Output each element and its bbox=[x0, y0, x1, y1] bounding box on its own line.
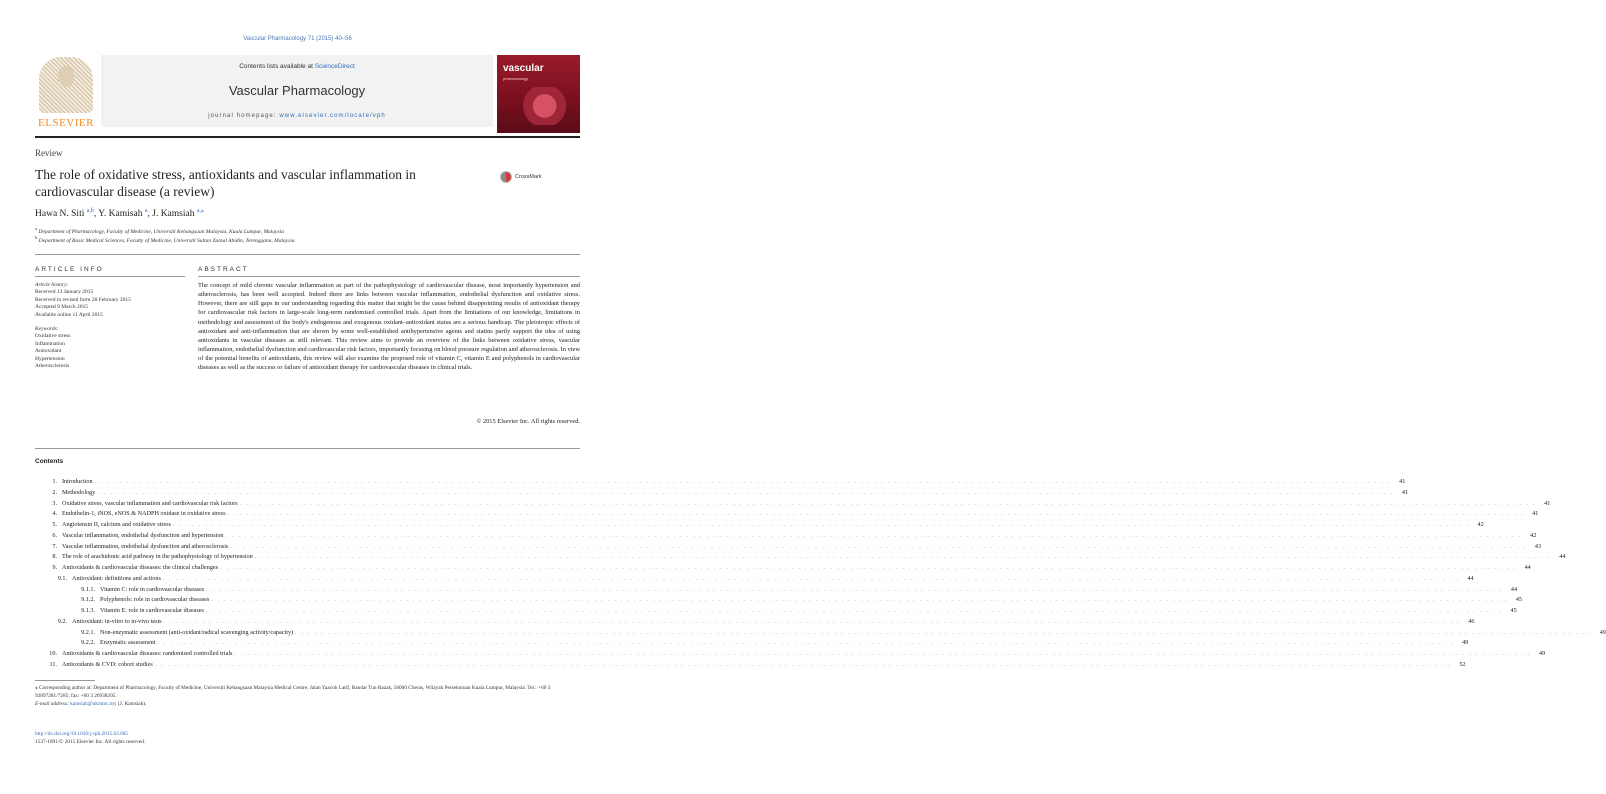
email-suffix: (J. Kamsiah). bbox=[117, 701, 147, 707]
article-info-heading: ARTICLE INFO bbox=[35, 266, 104, 273]
cover-title: vascular bbox=[503, 63, 544, 74]
crossmark-button[interactable] bbox=[500, 171, 542, 183]
author[interactable]: Hawa N. Siti $^{a,b}$ bbox=[35, 208, 94, 220]
toc-entry[interactable] bbox=[35, 595, 1523, 606]
toc-leader: . . . . . . . . . . . . . . . . . . . . . . . . . . . . . . . . . . . . . . . . . . . . . . . . . . . . . . . . . . . . . . . . . . . . . . . . . . . . . . . . . . . . . . . . . . . . . . . . . . . . . . . . . . . . . . . . . . . . . . . . . . . . . . . . . . . . . . . . . . . . . . . . . . . . . . . . . . . . . . . . . . . . . . . . . . . . . . . . . . . . . . . . . . . . . . . . . . . . . . . . bbox=[157, 641, 1455, 647]
toc-title: Vitamin C: role in cardiovascular diseases bbox=[100, 585, 205, 593]
toc-page-number: 43 bbox=[1534, 542, 1542, 550]
footnote-text: Corresponding author at: Department of Pharmacology, Faculty of Medicine, Universiti Kebangsaan Malaysia Medical Centre, Jalan Yaacob Latif, Bandar Tun Razak, 56000 Cheras, Wilayah Persekutuan Kuala Lumpur, Malaysia. Tel.: +60 3 92897281/7285; fax: +60 3 26938205. bbox=[35, 685, 551, 699]
toc-entry[interactable] bbox=[35, 606, 1517, 617]
article-info-rule bbox=[35, 276, 185, 277]
contents-available-line: Contents lists available at ScienceDirect bbox=[239, 63, 355, 70]
toc-number: 9.1.1. bbox=[81, 585, 95, 593]
toc-title: Antioxidants & CVD: cohort studies bbox=[62, 660, 153, 668]
toc-leader: . . . . . . . . . . . . . . . . . . . . . . . . . . . . . . . . . . . . . . . . . . . . . . . . . . . . . . . . . . . . . . . . . . . . . . . . . . . . . . . . . . . . . . . . . . . . . . . . . . . . . . . . . . . . . . . . . . . . . . . . . . . . . . . . . . . . . . . . . . . . . . . . . . . . . . . . . . . . . . . . . . . . . . . . . . . . . . . . . . . . . . . . . . . . . . . . . . . . . . . . bbox=[205, 609, 1503, 614]
table-of-contents bbox=[35, 477, 1606, 671]
keyword: Inflammation bbox=[35, 340, 65, 347]
toc-title: Polyphenols: role in cardiovascular diseases bbox=[100, 596, 210, 604]
history-item: Received 13 January 2015 bbox=[35, 289, 94, 296]
toc-number: 2. bbox=[52, 488, 57, 496]
toc-number: 8. bbox=[52, 553, 57, 561]
toc-leader: . . . . . . . . . . . . . . . . . . . . . . . . . . . . . . . . . . . . . . . . . . . . . . . . . . . . . . . . . . . . . . . . . . . . . . . . . . . . . . . . . . . . . . . . . . . . . . . . . . . . . . . . . . . . . . . . . . . . . . . . . . . . . . . . . . . . . . . . . . . . . . . . . . . . . . . . . . . . . . . . . . . . . . . . . . . . . . . . . . . . . . . . . . . . . . . . . . . . . . . . bbox=[94, 480, 1392, 485]
affiliation: $^b$ Department of Basic Medical Sciences, Faculty of Medicine, Universiti Sultan Zainal Abidin, Terengganu, Malaysia bbox=[35, 235, 295, 244]
toc-leader: . . . . . . . . . . . . . . . . . . . . . . . . . . . . . . . . . . . . . . . . . . . . . . . . . . . . . . . . . . . . . . . . . . . . . . . . . . . . . . . . . . . . . . . . . . . . . . . . . . . . . . . . . . . . . . . . . . . . . . . . . . . . . . . . . . . . . . . . . . . . . . . . . . . . . . . . . . . . . . . . . . . . . . . . . . . . . . . . . . . . . . . . . . . . . . . . . . . . . . . . bbox=[211, 598, 1509, 604]
affiliation: $^a$ Department of Pharmacology, Faculty of Medicine, Universiti Kebangsaan Malaysia, Kuala Lumpur, Malaysia bbox=[35, 226, 284, 235]
toc-title: Antioxidants & cardiovascular diseases: the clinical challenges bbox=[62, 564, 219, 571]
toc-number: 9.2.2. bbox=[81, 639, 95, 647]
toc-title: Methodology bbox=[62, 488, 96, 496]
toc-title: Angiotensin II, calcium and oxidative stress bbox=[62, 521, 171, 528]
toc-number: 7. bbox=[52, 542, 57, 550]
toc-title: The role of arachidonic acid pathway in the pathophysiology of hypertension bbox=[62, 553, 253, 561]
corresponding-author-footnote bbox=[35, 684, 580, 708]
toc-number: 11. bbox=[49, 660, 57, 668]
toc-entry[interactable] bbox=[35, 499, 1551, 510]
email-label: E-mail address: bbox=[35, 701, 69, 707]
toc-page-number: 45 bbox=[1515, 596, 1523, 604]
keywords-label: Keywords: bbox=[35, 326, 59, 333]
keyword: Antioxidant bbox=[35, 348, 62, 355]
history-item: Accepted 9 March 2015 bbox=[35, 304, 88, 311]
elsevier-wordmark: ELSEVIER bbox=[38, 117, 94, 129]
elsevier-logo[interactable] bbox=[35, 55, 97, 131]
author[interactable]: Y. Kamisah $^a$ bbox=[98, 208, 148, 220]
author-list: Hawa N. Siti $^{a,b}$, Y. Kamisah $^a$, J. Kamsiah $^{a,⁎}$ bbox=[35, 208, 205, 220]
toc-title: Antioxidants & cardiovascular diseases: randomised controlled trials bbox=[62, 650, 233, 657]
toc-title: Enzymatic assessment bbox=[100, 639, 156, 647]
toc-page-number: 42 bbox=[1477, 521, 1484, 528]
article-title: The role of oxidative stress, antioxidants and vascular inflammation in cardiovascular disease (a review) bbox=[35, 167, 416, 199]
journal-header bbox=[35, 55, 580, 133]
toc-entry[interactable] bbox=[35, 585, 1518, 596]
toc-entry[interactable] bbox=[35, 542, 1542, 553]
history-label: Article history: bbox=[35, 282, 69, 288]
toc-number: 9.1.2. bbox=[81, 596, 95, 604]
toc-page-number: 41 bbox=[1399, 478, 1406, 485]
toc-leader: . . . . . . . . . . . . . . . . . . . . . . . . . . . . . . . . . . . . . . . . . . . . . . . . . . . . . . . . . . . . . . . . . . . . . . . . . . . . . . . . . . . . . . . . . . . . . . . . . . . . . . . . . . . . . . . . . . . . . . . . . . . . . . . . . . . . . . . . . . . . . . . . . . . . . . . . . . . . . . . . . . . . . . . . . . . . . . . . . . . . . . . . . . . . . . . . . . . . . . . . bbox=[172, 523, 1470, 528]
contents-heading: Contents bbox=[35, 458, 64, 465]
keyword: Oxidative stress bbox=[35, 333, 71, 340]
contents-divider bbox=[35, 448, 580, 449]
toc-number: 6. bbox=[52, 531, 57, 539]
toc-entry[interactable] bbox=[35, 552, 1566, 563]
homepage-link[interactable]: www.elsevier.com/locate/vph bbox=[279, 113, 386, 119]
toc-number: 9.1. bbox=[57, 574, 67, 582]
toc-number: 4. bbox=[52, 510, 57, 518]
author[interactable]: J. Kamsiah $^{a,⁎}$ bbox=[152, 208, 205, 220]
toc-number: 9.1.3. bbox=[81, 607, 95, 614]
toc-leader: . . . . . . . . . . . . . . . . . . . . . . . . . . . . . . . . . . . . . . . . . . . . . . . . . . . . . . . . . . . . . . . . . . . . . . . . . . . . . . . . . . . . . . . . . . . . . . . . . . . . . . . . . . . . . . . . . . . . . . . . . . . . . . . . . . . . . . . . . . . . . . . . . . . . . . . . . . . . . . . . . . . . . . . . . . . . . . . . . . . . . . . . . . . . . . . . . . . . . . . . bbox=[295, 630, 1592, 636]
toc-leader: . . . . . . . . . . . . . . . . . . . . . . . . . . . . . . . . . . . . . . . . . . . . . . . . . . . . . . . . . . . . . . . . . . . . . . . . . . . . . . . . . . . . . . . . . . . . . . . . . . . . . . . . . . . . . . . . . . . . . . . . . . . . . . . . . . . . . . . . . . . . . . . . . . . . . . . . . . . . . . . . . . . . . . . . . . . . . . . . . . . . . . . . . . . . . . . . . . . . . . . . bbox=[206, 587, 1504, 593]
toc-page-number: 49 bbox=[1462, 639, 1469, 647]
toc-entry[interactable] bbox=[35, 488, 1409, 499]
toc-page-number: 49 bbox=[1599, 628, 1606, 636]
toc-page-number: 44 bbox=[1510, 585, 1518, 593]
elsevier-tree-icon bbox=[39, 57, 93, 113]
toc-entry[interactable] bbox=[35, 509, 1539, 520]
toc-page-number: 44 bbox=[1524, 564, 1531, 571]
cover-artwork bbox=[511, 87, 567, 125]
toc-entry[interactable] bbox=[35, 563, 1531, 574]
toc-title: Introduction bbox=[62, 478, 93, 485]
toc-entry[interactable] bbox=[35, 649, 1546, 660]
toc-entry[interactable] bbox=[35, 477, 1406, 488]
toc-number: 9.2. bbox=[57, 617, 67, 625]
doi-block bbox=[35, 730, 145, 746]
history-item: Received in revised form 28 February 2015 bbox=[35, 296, 131, 303]
toc-page-number: 49 bbox=[1539, 650, 1546, 657]
article-type: Review bbox=[35, 148, 63, 158]
toc-page-number: 41 bbox=[1401, 488, 1409, 496]
cover-subtitle: pharmacology bbox=[503, 76, 529, 81]
toc-leader: . . . . . . . . . . . . . . . . . . . . . . . . . . . . . . . . . . . . . . . . . . . . . . . . . . . . . . . . . . . . . . . . . . . . . . . . . . . . . . . . . . . . . . . . . . . . . . . . . . . . . . . . . . . . . . . . . . . . . . . . . . . . . . . . . . . . . . . . . . . . . . . . . . . . . . . . . . . . . . . . . . . . . . . . . . . . . . . . . . . . . . . . . . . . . . . . . . . . . . . . bbox=[97, 490, 1395, 496]
footnote-marker: ⁎ bbox=[35, 685, 38, 691]
toc-leader: . . . . . . . . . . . . . . . . . . . . . . . . . . . . . . . . . . . . . . . . . . . . . . . . . . . . . . . . . . . . . . . . . . . . . . . . . . . . . . . . . . . . . . . . . . . . . . . . . . . . . . . . . . . . . . . . . . . . . . . . . . . . . . . . . . . . . . . . . . . . . . . . . . . . . . . . . . . . . . . . . . . . . . . . . . . . . . . . . . . . . . . . . . . . . . . . . . . . . . . . bbox=[154, 662, 1452, 668]
journal-homepage: journal homepage: www.elsevier.com/locate/vph bbox=[208, 113, 386, 119]
toc-leader: . . . . . . . . . . . . . . . . . . . . . . . . . . . . . . . . . . . . . . . . . . . . . . . . . . . . . . . . . . . . . . . . . . . . . . . . . . . . . . . . . . . . . . . . . . . . . . . . . . . . . . . . . . . . . . . . . . . . . . . . . . . . . . . . . . . . . . . . . . . . . . . . . . . . . . . . . . . . . . . . . . . . . . . . . . . . . . . . . . . . . . . . . . . . . . . . . . . . . . . . bbox=[230, 544, 1528, 550]
toc-page-number: 45 bbox=[1510, 607, 1517, 614]
journal-name: Vascular Pharmacology bbox=[228, 83, 366, 98]
crossmark-label: CrossMark bbox=[515, 174, 542, 180]
toc-entry[interactable] bbox=[35, 520, 1484, 531]
toc-entry[interactable] bbox=[35, 628, 1606, 639]
toc-title: Vascular inflammation, endothelial dysfunction and atherosclerosis bbox=[62, 542, 229, 550]
toc-leader: . . . . . . . . . . . . . . . . . . . . . . . . . . . . . . . . . . . . . . . . . . . . . . . . . . . . . . . . . . . . . . . . . . . . . . . . . . . . . . . . . . . . . . . . . . . . . . . . . . . . . . . . . . . . . . . . . . . . . . . . . . . . . . . . . . . . . . . . . . . . . . . . . . . . . . . . . . . . . . . . . . . . . . . . . . . . . . . . . . . . . . . . . . . . . . . . . . . . . . . . bbox=[227, 512, 1525, 518]
toc-entry[interactable] bbox=[35, 660, 1466, 671]
toc-entry[interactable] bbox=[35, 638, 1469, 649]
toc-number: 9.2.1. bbox=[81, 628, 95, 636]
toc-leader: . . . . . . . . . . . . . . . . . . . . . . . . . . . . . . . . . . . . . . . . . . . . . . . . . . . . . . . . . . . . . . . . . . . . . . . . . . . . . . . . . . . . . . . . . . . . . . . . . . . . . . . . . . . . . . . . . . . . . . . . . . . . . . . . . . . . . . . . . . . . . . . . . . . . . . . . . . . . . . . . . . . . . . . . . . . . . . . . . . . . . . . . . . . . . . . . . . . . . . . . bbox=[225, 533, 1523, 539]
toc-title: Vascular inflammation, endothelial dysfunction and hypertension bbox=[62, 531, 224, 539]
footnote-rule bbox=[35, 680, 95, 681]
toc-page-number: 41 bbox=[1544, 499, 1551, 507]
toc-leader: . . . . . . . . . . . . . . . . . . . . . . . . . . . . . . . . . . . . . . . . . . . . . . . . . . . . . . . . . . . . . . . . . . . . . . . . . . . . . . . . . . . . . . . . . . . . . . . . . . . . . . . . . . . . . . . . . . . . . . . . . . . . . . . . . . . . . . . . . . . . . . . . . . . . . . . . . . . . . . . . . . . . . . . . . . . . . . . . . . . . . . . . . . . . . . . . . . . . . . . . bbox=[163, 619, 1461, 625]
toc-leader: . . . . . . . . . . . . . . . . . . . . . . . . . . . . . . . . . . . . . . . . . . . . . . . . . . . . . . . . . . . . . . . . . . . . . . . . . . . . . . . . . . . . . . . . . . . . . . . . . . . . . . . . . . . . . . . . . . . . . . . . . . . . . . . . . . . . . . . . . . . . . . . . . . . . . . . . . . . . . . . . . . . . . . . . . . . . . . . . . . . . . . . . . . . . . . . . . . . . . . . . bbox=[234, 652, 1532, 657]
toc-page-number: 52 bbox=[1459, 660, 1466, 668]
toc-page-number: 41 bbox=[1532, 510, 1539, 518]
toc-leader: . . . . . . . . . . . . . . . . . . . . . . . . . . . . . . . . . . . . . . . . . . . . . . . . . . . . . . . . . . . . . . . . . . . . . . . . . . . . . . . . . . . . . . . . . . . . . . . . . . . . . . . . . . . . . . . . . . . . . . . . . . . . . . . . . . . . . . . . . . . . . . . . . . . . . . . . . . . . . . . . . . . . . . . . . . . . . . . . . . . . . . . . . . . . . . . . . . . . . . . . bbox=[220, 566, 1517, 571]
keyword: Hypertension bbox=[35, 355, 65, 362]
toc-leader: . . . . . . . . . . . . . . . . . . . . . . . . . . . . . . . . . . . . . . . . . . . . . . . . . . . . . . . . . . . . . . . . . . . . . . . . . . . . . . . . . . . . . . . . . . . . . . . . . . . . . . . . . . . . . . . . . . . . . . . . . . . . . . . . . . . . . . . . . . . . . . . . . . . . . . . . . . . . . . . . . . . . . . . . . . . . . . . . . . . . . . . . . . . . . . . . . . . . . . . . bbox=[162, 576, 1460, 582]
toc-number: 9. bbox=[52, 564, 57, 571]
affiliation-divider bbox=[35, 254, 580, 255]
masthead bbox=[101, 55, 493, 127]
toc-leader: . . . . . . . . . . . . . . . . . . . . . . . . . . . . . . . . . . . . . . . . . . . . . . . . . . . . . . . . . . . . . . . . . . . . . . . . . . . . . . . . . . . . . . . . . . . . . . . . . . . . . . . . . . . . . . . . . . . . . . . . . . . . . . . . . . . . . . . . . . . . . . . . . . . . . . . . . . . . . . . . . . . . . . . . . . . . . . . . . . . . . . . . . . . . . . . . . . . . . . . . bbox=[254, 555, 1552, 561]
toc-entry[interactable] bbox=[35, 574, 1474, 585]
article-info bbox=[35, 282, 185, 370]
header-divider bbox=[35, 136, 580, 138]
toc-page-number: 44 bbox=[1559, 553, 1566, 561]
abstract-text: The concept of mild chronic vascular inflammation as part of the pathophysiology of cardiovascular disease, most importantly hypertension and atherosclerosis, has been well accepted. Indeed there are links between vascular inflammation, endothelial dysfunction and oxidative stress. However, there are still gaps in our understanding regarding this matter that might be the cause behind disappointing results of antioxidant therapy for cardiovascular risk factors in large-scale long-term randomised controlled trials. Apart from the limitations of our knowledge, limitations in methodology and assessment of the body's endogenous and exogenous oxidant–antioxidant status are a serious handicap. The pleiotropic effects of antioxidant and anti-inflammation that are shown by some well-established antihypertensive agents and statins partly support the idea of using antioxidants in vascular diseases as still relevant. This review aims to provide an overview of the links between oxidative stress, vascular inflammation, endothelial dysfunction and cardiovascular risk factors, importantly focusing on blood pressure regulation and atherosclerosis. In view of the potential benefits of antioxidants, this review will also examine the proposed role of vitamin C, vitamin E and polyphenols in cardiovascular diseases as well as the success or failure of antioxidant therapy for cardiovascular diseases in clinical trials. bbox=[198, 282, 580, 372]
toc-page-number: 42 bbox=[1530, 531, 1537, 539]
toc-leader: . . . . . . . . . . . . . . . . . . . . . . . . . . . . . . . . . . . . . . . . . . . . . . . . . . . . . . . . . . . . . . . . . . . . . . . . . . . . . . . . . . . . . . . . . . . . . . . . . . . . . . . . . . . . . . . . . . . . . . . . . . . . . . . . . . . . . . . . . . . . . . . . . . . . . . . . . . . . . . . . . . . . . . . . . . . . . . . . . . . . . . . . . . . . . . . . . . . . . . . . bbox=[239, 501, 1537, 507]
issn-line: 1537-1891/© 2015 Elsevier Inc. All rights reserved. bbox=[35, 739, 146, 745]
email-link[interactable]: kamsiah@ukmmc.my bbox=[70, 701, 117, 707]
crossmark-icon bbox=[500, 171, 512, 183]
keyword: Atherosclerosis bbox=[35, 363, 70, 370]
toc-page-number: 46 bbox=[1468, 617, 1475, 625]
abstract-copyright: © 2015 Elsevier Inc. All rights reserved. bbox=[476, 418, 580, 425]
journal-citation-link[interactable]: Vascular Pharmacology 71 (2015) 40–56 bbox=[243, 36, 352, 42]
toc-entry[interactable] bbox=[35, 617, 1475, 628]
toc-number: 5. bbox=[52, 521, 57, 528]
toc-title: Endothelin-1, iNOS, eNOS & NADPH oxidase in oxidative stress bbox=[62, 510, 226, 518]
history-item: Available online 11 April 2015 bbox=[35, 311, 103, 318]
toc-number: 3. bbox=[52, 499, 57, 507]
toc-title: Antioxidant: definitions and actions bbox=[72, 574, 161, 582]
toc-title: Antioxidant: in-vitro to in-vivo tests bbox=[72, 617, 162, 625]
toc-entry[interactable] bbox=[35, 531, 1537, 542]
toc-number: 1. bbox=[52, 478, 57, 485]
abstract-rule bbox=[198, 276, 580, 277]
toc-page-number: 44 bbox=[1467, 574, 1474, 582]
toc-title: Oxidative stress, vascular inflammation and cardiovascular risk factors bbox=[62, 499, 238, 507]
abstract-heading: ABSTRACT bbox=[198, 266, 249, 273]
journal-cover-image[interactable] bbox=[497, 55, 580, 133]
sciencedirect-link[interactable]: ScienceDirect bbox=[314, 63, 355, 70]
doi-link[interactable]: http://dx.doi.org/10.1016/j.vph.2015.03.005 bbox=[35, 731, 129, 737]
toc-title: Non-enzymatic assessment (anti-oxidant/radical scavenging activity/capacity) bbox=[100, 628, 294, 636]
toc-title: Vitamin E: role in cardiovascular diseases bbox=[100, 607, 204, 614]
toc-number: 10. bbox=[49, 650, 57, 657]
